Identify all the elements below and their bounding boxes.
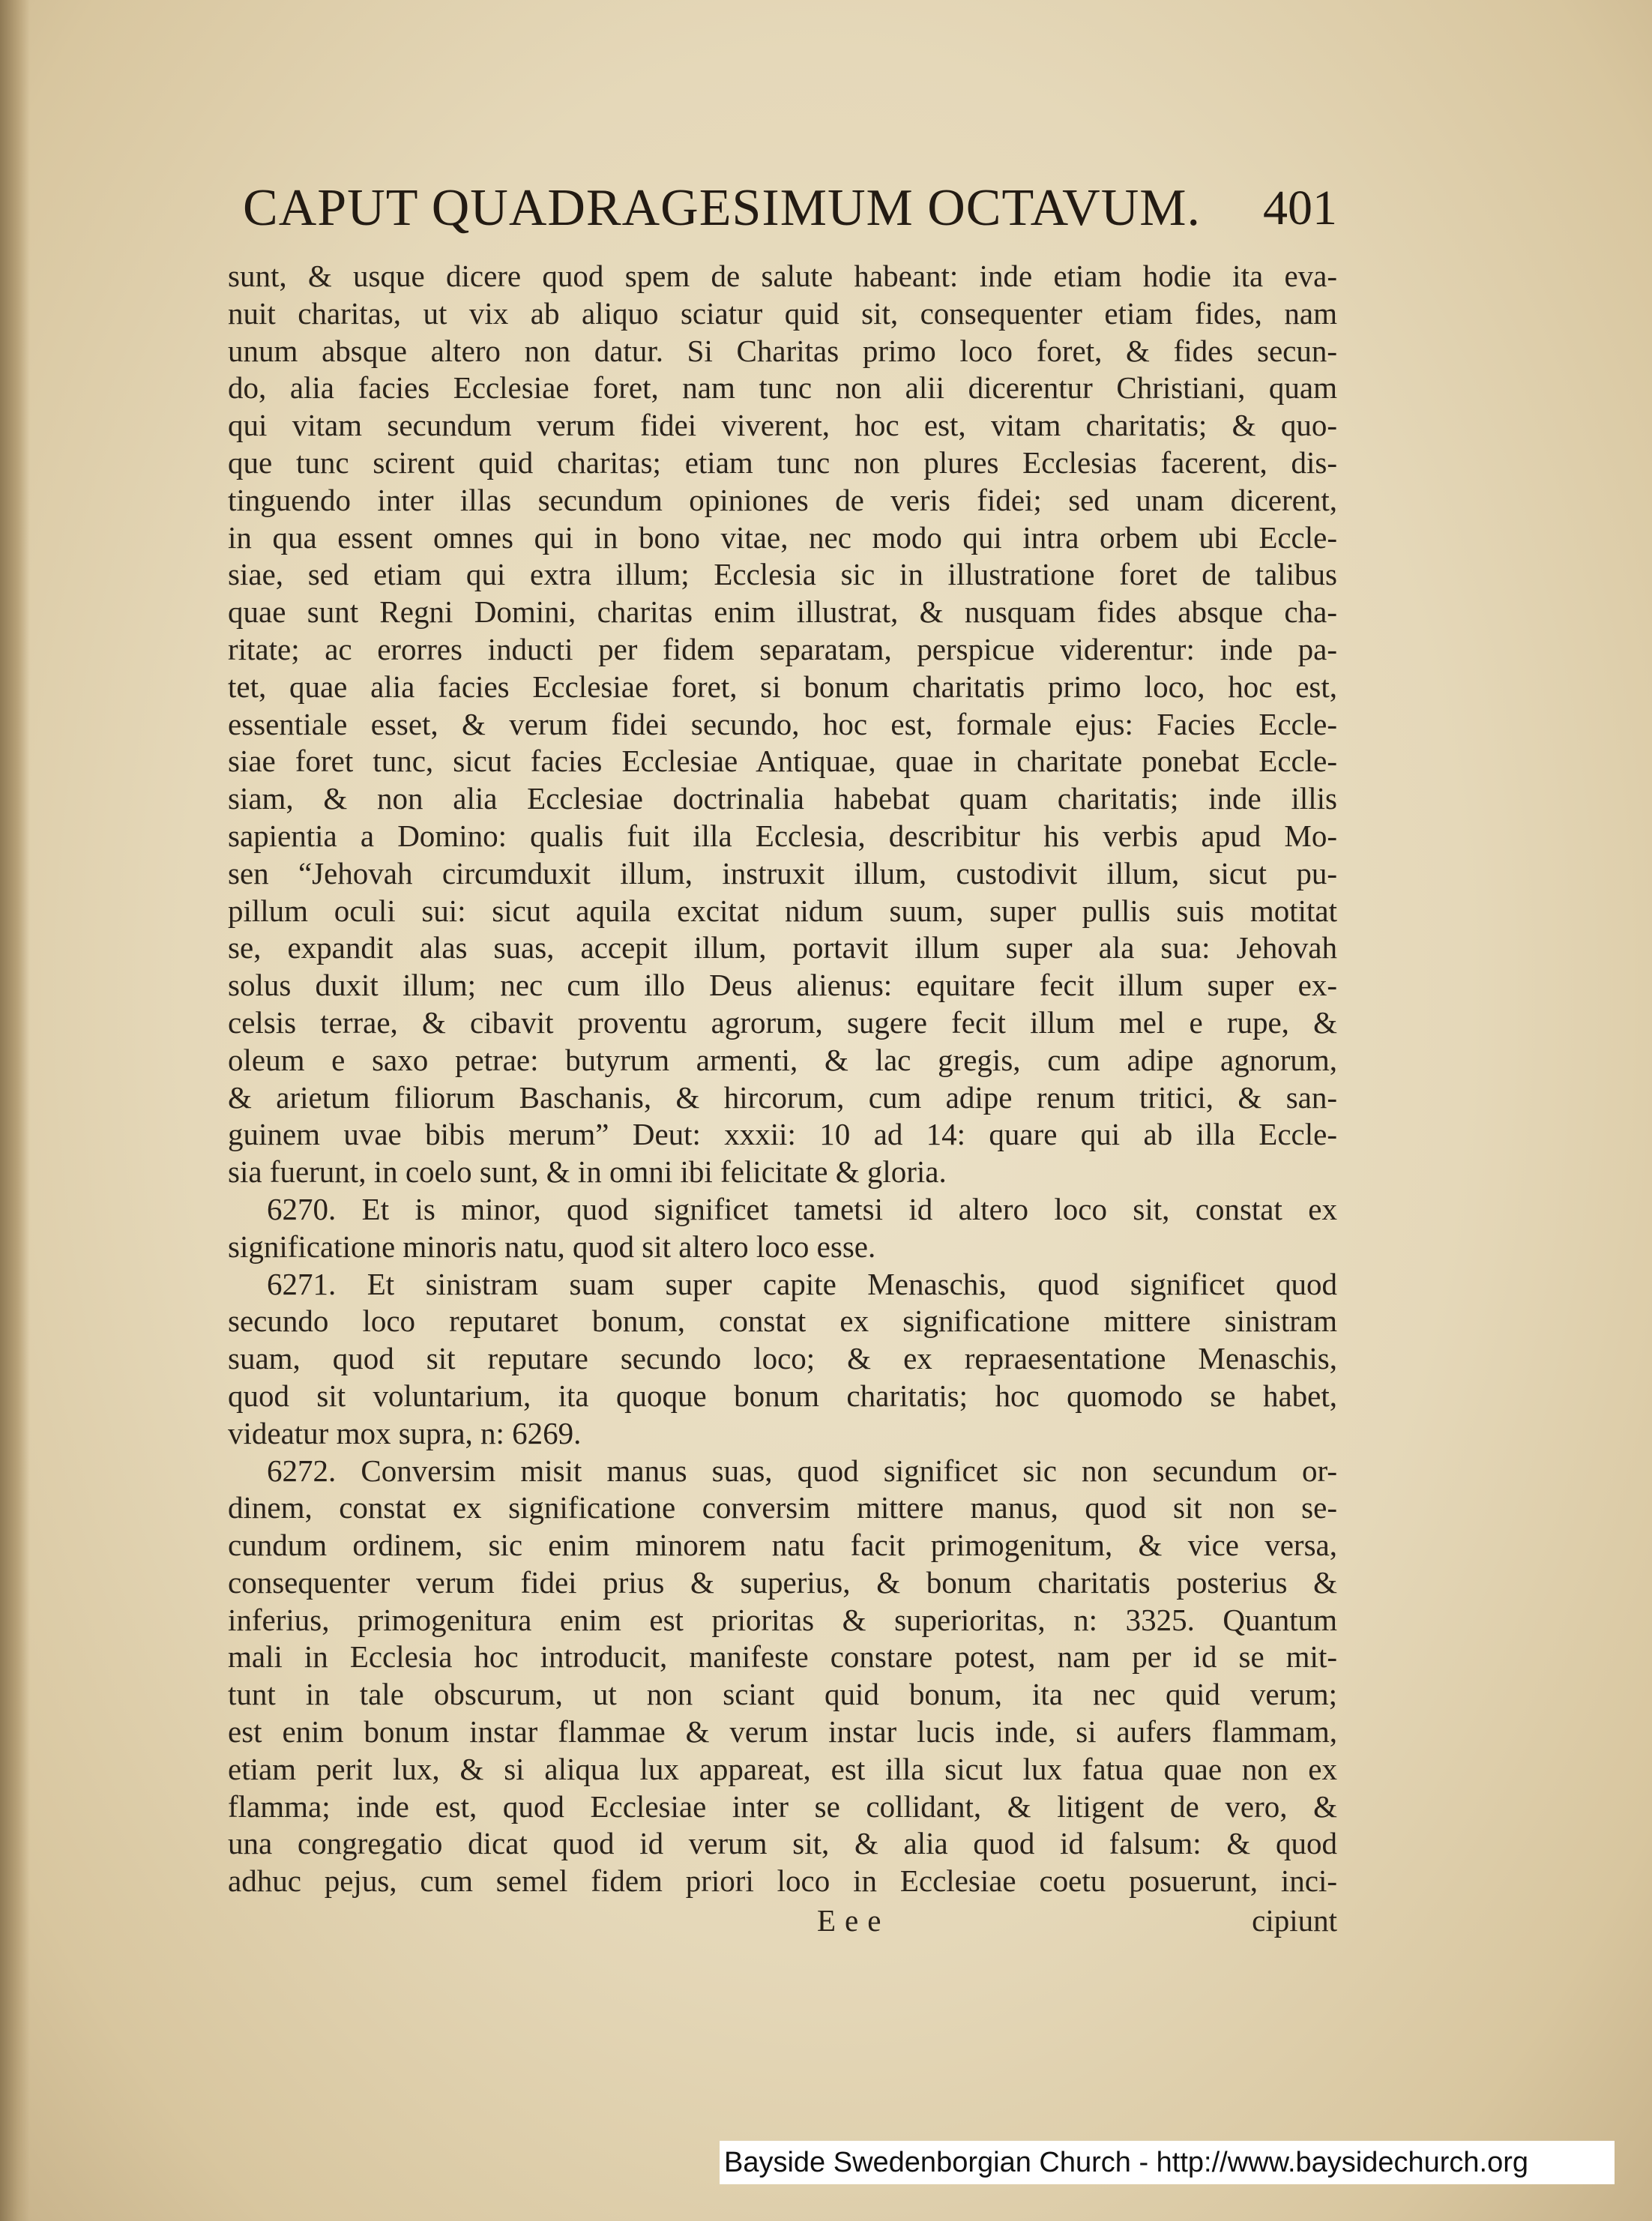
source-watermark: Bayside Swedenborgian Church - http://www.baysidechurch.org [720, 2141, 1615, 2184]
text-line: nuit charitas, ut vix ab aliquo sciatur quid sit, consequenter etiam fides, nam [228, 295, 1337, 331]
catchword: cipiunt [1252, 1903, 1337, 1938]
text-line: cundum ordinem, sic enim minorem natu facit primogenitum, & vice versa, [228, 1528, 1337, 1563]
binding-edge [0, 0, 30, 2221]
page-footer [228, 1902, 1337, 1947]
text-line: tunt in tale obscurum, ut non sciant quid bonum, ita nec quid verum; [228, 1677, 1337, 1712]
text-line: celsis terrae, & cibavit proventu agrorum, sugere fecit illum mel e rupe, & [228, 1004, 1337, 1040]
signature-mark: Eee [817, 1903, 890, 1938]
text-line: consequenter verum fidei prius & superius, & bonum charitatis posterius & [228, 1564, 1337, 1600]
text-line: mali in Ecclesia hoc introducit, manifeste constare potest, nam per id se mit- [228, 1639, 1337, 1675]
text-line: dinem, constat ex significatione conversim mittere manus, quod sit non se- [228, 1490, 1337, 1525]
text-line: suam, quod sit reputare secundo loco; & ex repraesentatione Menaschis, [228, 1341, 1337, 1376]
paragraph-6271-start: 6271. Et sinistram suam super capite Menaschis, quod significet quod [267, 1266, 1337, 1301]
text-line: pillum oculi sui: sicut aquila excitat nidum suum, super pullis suis motitat [228, 893, 1337, 928]
text-line: sia fuerunt, in coelo sunt, & in omni ibi felicitate & gloria. [228, 1154, 947, 1190]
page-number: 401 [1263, 181, 1337, 235]
text-line: sapientia a Domino: qualis fuit illa Ecclesia, describitur his verbis apud Mo- [228, 818, 1337, 853]
paragraph-6272-start: 6272. Conversim misit manus suas, quod significet sic non secundum or- [267, 1453, 1337, 1488]
text-line: est enim bonum instar flammae & verum instar lucis inde, si aufers flammam, [228, 1714, 1337, 1750]
text-line: etiam perit lux, & si aliqua lux appareat, est illa sicut lux fatua quae non ex [228, 1751, 1337, 1786]
text-line: qui vitam secundum verum fidei viverent, hoc est, vitam charitatis; & quo- [228, 408, 1337, 443]
text-line: quod sit voluntarium, ita quoque bonum charitatis; hoc quomodo se habet, [228, 1378, 1337, 1413]
text-line: ritate; ac erorres inducti per fidem separatam, perspicue viderentur: inde pa- [228, 631, 1337, 666]
text-line: se, expandit alas suas, accepit illum, portavit illum super ala sua: Jehovah [228, 930, 1337, 965]
text-line: unum absque altero non datur. Si Charitas primo loco foret, & fides secun- [228, 333, 1337, 368]
text-line: sen “Jehovah circumduxit illum, instruxit illum, custodivit illum, sicut pu- [228, 855, 1337, 890]
text-line: adhuc pejus, cum semel fidem priori loco in Ecclesiae coetu posuerunt, inci- [228, 1863, 1337, 1899]
text-line: siae, sed etiam qui extra illum; Ecclesia sic in illustratione foret de talibus [228, 557, 1337, 592]
text-line: que tunc scirent quid charitas; etiam tunc non plures Ecclesias facerent, dis- [228, 444, 1337, 480]
paragraph-6270-start: 6270. Et is minor, quod significet tametsi id altero loco sit, constat ex [267, 1191, 1337, 1226]
text-line: videatur mox supra, n: 6269. [228, 1415, 582, 1450]
text-line: do, alia facies Ecclesiae foret, nam tunc non alii dicerentur Christiani, quam [228, 370, 1337, 406]
text-line: essentiale esset, & verum fidei secundo, hoc est, formale ejus: Facies Eccle- [228, 706, 1337, 741]
text-line: significatione minoris natu, quod sit altero loco esse. [228, 1229, 876, 1264]
running-head [243, 178, 1337, 253]
text-line: tet, quae alia facies Ecclesiae foret, si bonum charitatis primo loco, hoc est, [228, 669, 1337, 704]
text-line: secundo loco reputaret bonum, constat ex significatione mittere sinistram [228, 1304, 1337, 1339]
text-line: inferius, primogenitura enim est prioritas & superioritas, n: 3325. Quantum [228, 1602, 1337, 1637]
text-line: una congregatio dicat quod id verum sit, & alia quod id falsum: & quod [228, 1826, 1337, 1861]
text-line: in qua essent omnes qui in bono vitae, nec modo qui intra orbem ubi Eccle- [228, 519, 1337, 555]
text-line: solus duxit illum; nec cum illo Deus alienus: equitare fecit illum super ex- [228, 968, 1337, 1003]
chapter-title: CAPUT QUADRAGESIMUM OCTAVUM. [243, 179, 1202, 237]
text-line: siae foret tunc, sicut facies Ecclesiae Antiquae, quae in charitate ponebat Eccle- [228, 744, 1337, 779]
text-line: quae sunt Regni Domini, charitas enim illustrat, & nusquam fides absque cha- [228, 594, 1337, 630]
text-line: sunt, & usque dicere quod spem de salute habeant: inde etiam hodie ita eva- [228, 259, 1337, 293]
text-line: siam, & non alia Ecclesiae doctrinalia habebat quam charitatis; inde illis [228, 781, 1337, 816]
text-line: flamma; inde est, quod Ecclesiae inter se collidant, & litigent de vero, & [228, 1788, 1337, 1824]
text-line: oleum e saxo petrae: butyrum armenti, & lac gregis, cum adipe agnorum, [228, 1042, 1337, 1077]
text-line: & arietum filiorum Baschanis, & hircorum, cum adipe renum tritici, & san- [228, 1079, 1337, 1115]
body-text [228, 258, 1337, 1900]
text-line: guinem uvae bibis merum” Deut: xxxii: 10 ad 14: quare qui ab illa Eccle- [228, 1117, 1337, 1152]
text-line: tinguendo inter illas secundum opiniones de veris fidei; sed unam dicerent, [228, 482, 1337, 517]
